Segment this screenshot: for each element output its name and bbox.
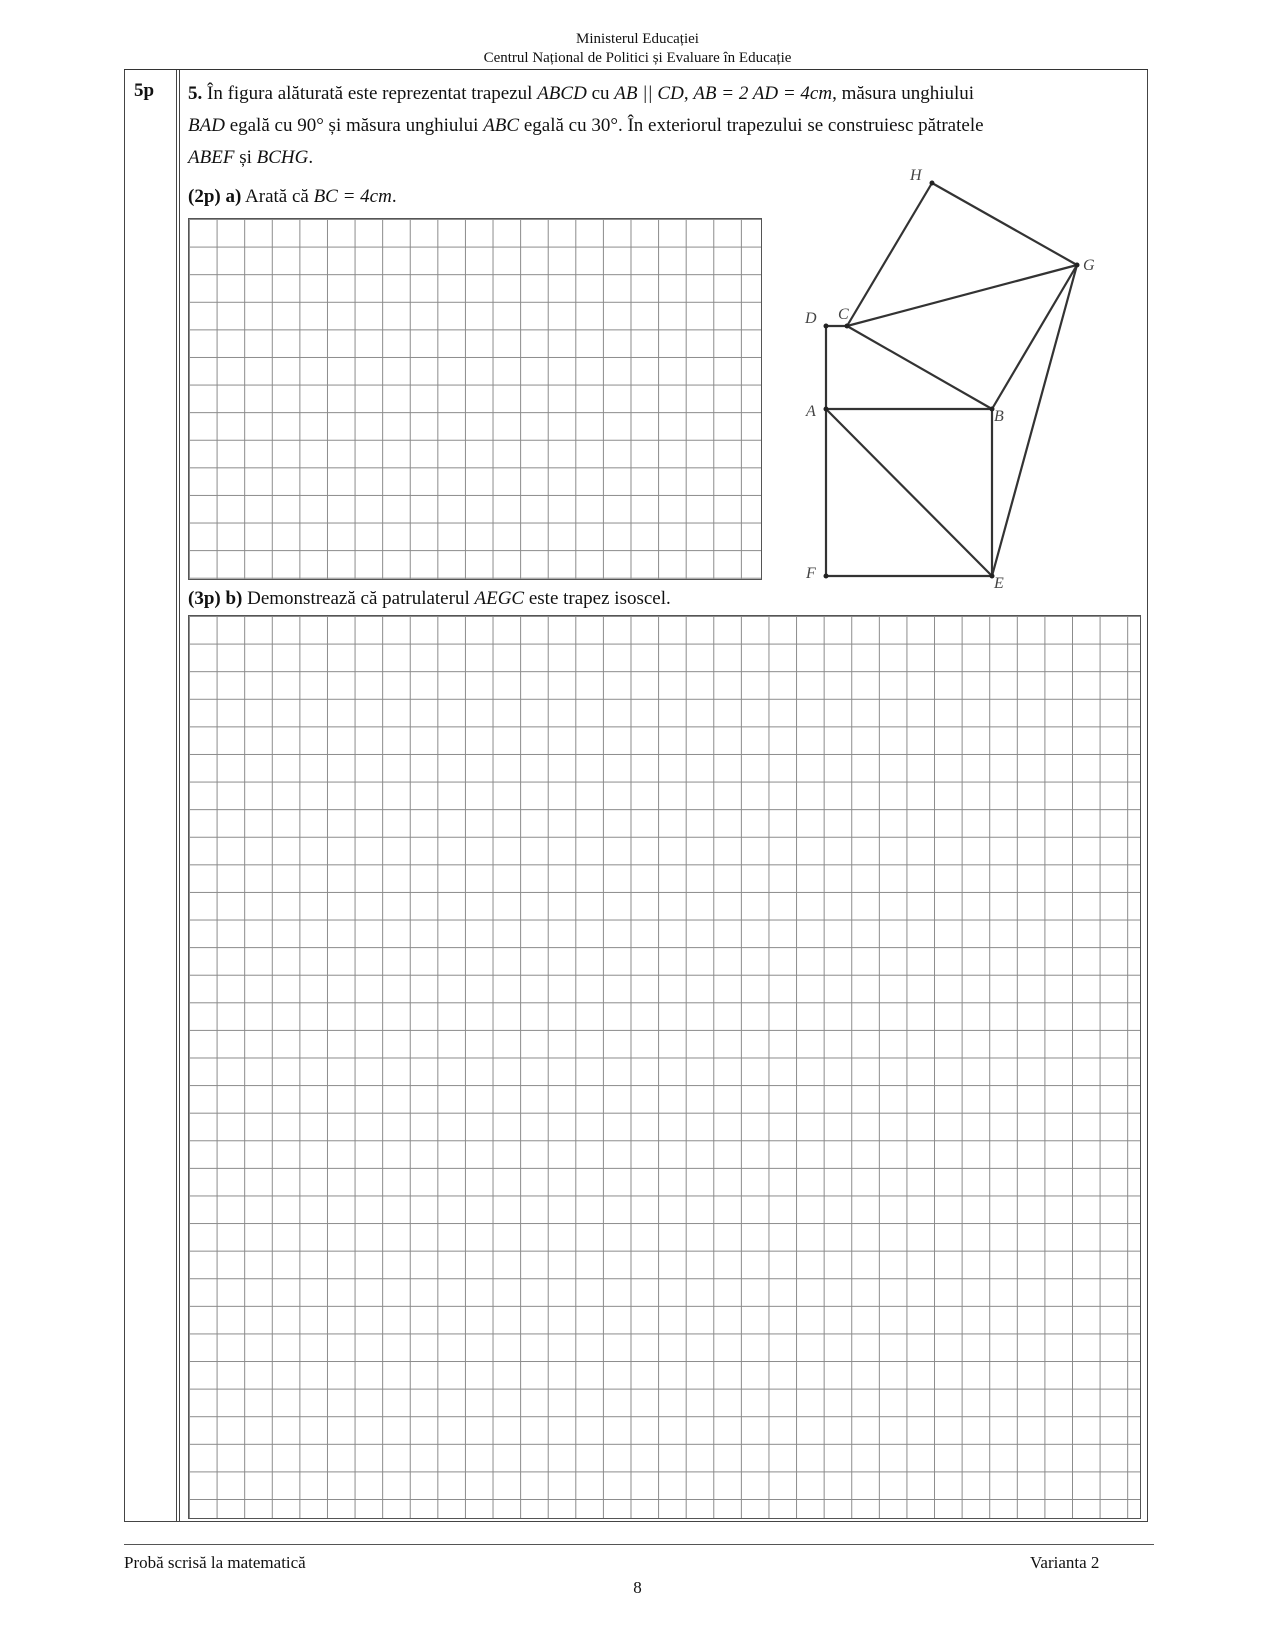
figure-lines xyxy=(826,183,1077,576)
label-h: H xyxy=(910,167,922,184)
points-label: 5p xyxy=(134,80,155,101)
answer-grid-b[interactable] xyxy=(188,615,1141,1519)
label-b: B xyxy=(994,408,1004,425)
label-e: E xyxy=(994,575,1004,590)
problem-text-2: cu xyxy=(586,83,615,104)
problem-text-1: În figura alăturată este reprezentat trapezul xyxy=(202,83,538,104)
label-c: C xyxy=(838,306,849,323)
math-bad: BAD xyxy=(188,115,225,136)
part-a-prompt xyxy=(188,186,397,208)
footer-rule xyxy=(124,1544,1154,1545)
header-ministry: Ministerul Educației xyxy=(576,31,699,47)
label-f: F xyxy=(806,565,816,582)
problem-text-6: egală cu 30°. În exteriorul trapezului se construiesc pătratele xyxy=(519,115,984,136)
label-a: A xyxy=(806,403,816,420)
problem-text-4: , măsura unghiului xyxy=(832,83,975,104)
problem-text-3: , xyxy=(683,83,694,104)
part-b-text: Demonstrează că patrulaterul xyxy=(242,588,475,609)
part-b-math: AEGC xyxy=(474,588,525,609)
part-a-math: BC = 4cm xyxy=(313,186,392,207)
problem-number: 5. xyxy=(188,83,203,104)
part-b-marker: (3p) b) xyxy=(188,588,243,609)
part-b-prompt xyxy=(188,588,671,610)
math-abc: ABC xyxy=(483,115,520,136)
math-abef: ABEF xyxy=(188,147,235,168)
footer-variant: Varianta 2 xyxy=(1030,1553,1100,1572)
column-divider xyxy=(176,70,180,1522)
math-ab-eq: AB = 2 xyxy=(693,83,753,104)
part-b-end: este trapez isoscel. xyxy=(524,588,671,609)
math-bchg: BCHG xyxy=(256,147,309,168)
page-number: 8 xyxy=(633,1578,642,1597)
header-center: Centrul Național de Politici și Evaluare în Educație xyxy=(483,50,792,66)
label-g: G xyxy=(1083,257,1095,274)
problem-text-5: egală cu 90° și măsura unghiului xyxy=(224,115,484,136)
problem-text-7: și xyxy=(234,147,257,168)
part-a-end: . xyxy=(391,186,397,207)
footer-exam-name: Probă scrisă la matematică xyxy=(124,1553,306,1572)
problem-text-8: . xyxy=(308,147,314,168)
trapezoid-figure xyxy=(800,160,1120,590)
math-ad-eq: AD = 4cm xyxy=(752,83,833,104)
figure-points xyxy=(824,181,1080,579)
math-ab-par-cd: AB || CD xyxy=(614,83,684,104)
part-a-text: Arată că xyxy=(241,186,314,207)
part-a-marker: (2p) a) xyxy=(188,186,242,207)
label-d: D xyxy=(805,310,817,327)
answer-grid-a[interactable] xyxy=(188,218,762,580)
math-abcd: ABCD xyxy=(537,83,587,104)
